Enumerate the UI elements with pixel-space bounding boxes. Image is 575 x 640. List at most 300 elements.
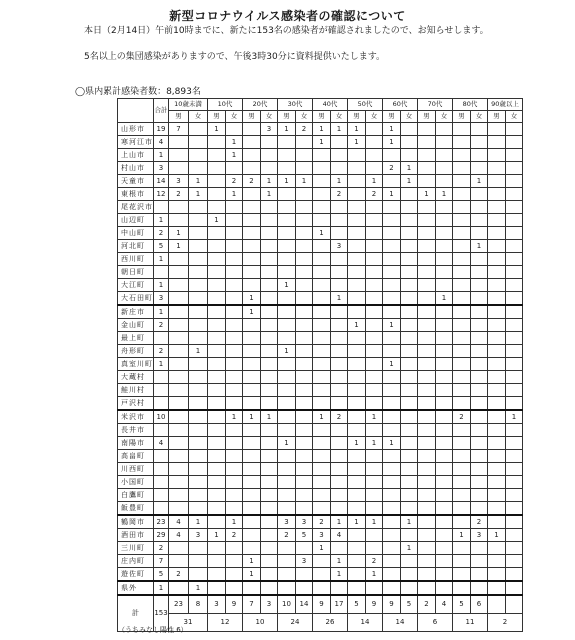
case-count-cell: 1: [348, 136, 366, 149]
case-count-cell: [348, 266, 366, 279]
case-count-cell: [348, 345, 366, 358]
case-count-cell: [471, 463, 488, 476]
case-count-cell: [169, 581, 189, 595]
case-count-cell: [506, 515, 523, 529]
case-count-cell: [506, 358, 523, 371]
case-count-cell: [453, 136, 471, 149]
case-count-cell: 4: [331, 529, 348, 542]
case-count-cell: 1: [366, 437, 383, 450]
case-count-cell: [313, 214, 331, 227]
case-count-cell: [488, 515, 506, 529]
case-count-cell: [401, 214, 418, 227]
case-count-cell: [436, 123, 453, 136]
table-row: [118, 515, 523, 529]
case-count-cell: [401, 149, 418, 162]
case-count-cell: [331, 424, 348, 437]
case-count-cell: [243, 188, 261, 201]
case-count-cell: [348, 529, 366, 542]
case-count-cell: [453, 266, 471, 279]
case-count-cell: [418, 240, 436, 253]
case-count-cell: [453, 424, 471, 437]
case-count-cell: [401, 332, 418, 345]
case-count-cell: [471, 424, 488, 437]
case-count-cell: 2: [366, 555, 383, 568]
case-count-cell: [296, 332, 313, 345]
case-count-cell: [243, 279, 261, 292]
case-count-cell: [366, 136, 383, 149]
case-count-cell: [418, 214, 436, 227]
case-count-cell: 4: [169, 515, 189, 529]
sex-total-cell: 2: [418, 595, 436, 614]
row-total: 1: [154, 305, 169, 319]
case-count-cell: 2: [278, 529, 296, 542]
case-count-cell: 1: [189, 175, 208, 188]
case-count-cell: [436, 345, 453, 358]
municipality-name: 山形市: [118, 123, 154, 136]
case-count-cell: [226, 201, 243, 214]
age-total-cell: 14: [348, 614, 383, 632]
case-count-cell: [506, 568, 523, 582]
row-total: [154, 201, 169, 214]
case-count-cell: [471, 253, 488, 266]
age-total-cell: 11: [453, 614, 488, 632]
case-count-cell: [261, 149, 278, 162]
case-count-cell: [453, 175, 471, 188]
case-count-cell: [383, 201, 401, 214]
case-count-cell: [453, 319, 471, 332]
case-count-cell: 1: [208, 529, 226, 542]
case-count-cell: [488, 397, 506, 411]
case-count-cell: [366, 450, 383, 463]
case-count-cell: [261, 305, 278, 319]
case-count-cell: [401, 371, 418, 384]
case-count-cell: [418, 437, 436, 450]
municipality-name: 山辺町: [118, 214, 154, 227]
case-count-cell: 1: [401, 162, 418, 175]
municipality-name: 遊佐町: [118, 568, 154, 582]
case-count-cell: [226, 162, 243, 175]
case-count-cell: [261, 332, 278, 345]
case-count-cell: [436, 214, 453, 227]
case-count-cell: [278, 502, 296, 516]
case-count-cell: [453, 463, 471, 476]
case-count-cell: [296, 410, 313, 424]
age-total-cell: 24: [278, 614, 313, 632]
row-total: [154, 450, 169, 463]
case-count-cell: 1: [226, 410, 243, 424]
case-count-cell: [453, 253, 471, 266]
case-count-cell: [471, 214, 488, 227]
case-count-cell: 1: [169, 227, 189, 240]
case-count-cell: [296, 476, 313, 489]
table-row: [118, 581, 523, 595]
case-count-cell: [471, 542, 488, 555]
case-count-cell: [348, 201, 366, 214]
case-count-cell: [453, 568, 471, 582]
case-count-cell: [366, 424, 383, 437]
case-count-cell: [348, 450, 366, 463]
case-count-cell: [418, 292, 436, 306]
case-count-cell: [243, 123, 261, 136]
table-row: [118, 227, 523, 240]
municipality-name: 寒河江市: [118, 136, 154, 149]
case-count-cell: [169, 384, 189, 397]
case-count-cell: [471, 437, 488, 450]
case-count-cell: [436, 542, 453, 555]
case-count-cell: 2: [331, 188, 348, 201]
case-count-cell: [331, 214, 348, 227]
case-count-cell: [243, 384, 261, 397]
case-count-cell: [208, 502, 226, 516]
sex-total-cell: 23: [169, 595, 189, 614]
municipality-name: 天童市: [118, 175, 154, 188]
case-count-cell: [169, 305, 189, 319]
table-row: [118, 384, 523, 397]
case-count-cell: [169, 450, 189, 463]
case-count-cell: [261, 292, 278, 306]
sex-female-header: 女: [471, 111, 488, 123]
case-count-cell: [189, 136, 208, 149]
age-total-cell: 31: [169, 614, 208, 632]
case-count-cell: [331, 332, 348, 345]
age-total-cell: 14: [383, 614, 418, 632]
case-count-cell: [278, 253, 296, 266]
case-count-cell: [471, 384, 488, 397]
case-count-cell: [261, 162, 278, 175]
case-count-cell: [506, 581, 523, 595]
age-group-header: 40代: [313, 99, 348, 111]
age-total-cell: 12: [208, 614, 243, 632]
case-count-cell: [278, 384, 296, 397]
case-count-cell: 7: [169, 123, 189, 136]
case-count-cell: [261, 136, 278, 149]
case-count-cell: [348, 384, 366, 397]
case-count-cell: [383, 292, 401, 306]
case-count-cell: [506, 476, 523, 489]
case-count-cell: [169, 358, 189, 371]
case-count-cell: [418, 149, 436, 162]
case-count-cell: [471, 123, 488, 136]
case-count-cell: [366, 149, 383, 162]
case-count-cell: [436, 175, 453, 188]
case-count-cell: [243, 542, 261, 555]
case-count-cell: [418, 489, 436, 502]
municipality-name: 小国町: [118, 476, 154, 489]
case-count-cell: [471, 489, 488, 502]
case-count-cell: [383, 175, 401, 188]
case-count-cell: [278, 201, 296, 214]
case-count-cell: [261, 240, 278, 253]
case-count-cell: [243, 489, 261, 502]
case-count-cell: 1: [278, 279, 296, 292]
case-count-cell: [169, 502, 189, 516]
case-count-cell: [506, 201, 523, 214]
sex-male-header: 男: [243, 111, 261, 123]
case-count-cell: [313, 332, 331, 345]
case-count-cell: 2: [453, 410, 471, 424]
case-count-cell: [169, 463, 189, 476]
municipality-name: 中山町: [118, 227, 154, 240]
case-count-cell: [189, 227, 208, 240]
case-count-cell: 1: [189, 515, 208, 529]
case-count-cell: [436, 162, 453, 175]
case-count-cell: [401, 123, 418, 136]
case-count-cell: [418, 332, 436, 345]
case-count-cell: [418, 227, 436, 240]
case-count-cell: 1: [243, 568, 261, 582]
age-total-cell: 10: [243, 614, 278, 632]
case-count-cell: [401, 397, 418, 411]
case-count-cell: [436, 450, 453, 463]
case-count-cell: [331, 542, 348, 555]
case-count-cell: 1: [278, 123, 296, 136]
sex-male-header: 男: [169, 111, 189, 123]
case-count-cell: [189, 463, 208, 476]
case-count-cell: [169, 279, 189, 292]
case-count-cell: [169, 319, 189, 332]
case-count-cell: [261, 397, 278, 411]
case-count-cell: [208, 266, 226, 279]
row-total: 1: [154, 149, 169, 162]
case-count-cell: [296, 450, 313, 463]
table-row: [118, 279, 523, 292]
case-count-cell: 1: [313, 123, 331, 136]
table-row: [118, 149, 523, 162]
case-count-cell: [226, 581, 243, 595]
sex-male-header: 男: [313, 111, 331, 123]
case-count-cell: [366, 253, 383, 266]
case-count-cell: [401, 502, 418, 516]
case-count-cell: [366, 529, 383, 542]
case-count-cell: [313, 149, 331, 162]
sex-total-cell: 17: [331, 595, 348, 614]
case-count-cell: [471, 371, 488, 384]
case-count-cell: [366, 581, 383, 595]
case-count-cell: [453, 279, 471, 292]
case-count-cell: [366, 279, 383, 292]
table-row: [118, 489, 523, 502]
case-count-cell: [226, 319, 243, 332]
table-row: [118, 136, 523, 149]
case-count-cell: [453, 332, 471, 345]
case-count-cell: [471, 568, 488, 582]
sex-female-header: 女: [261, 111, 278, 123]
case-count-cell: [383, 371, 401, 384]
case-count-cell: [453, 555, 471, 568]
case-count-cell: [383, 529, 401, 542]
case-count-cell: [261, 437, 278, 450]
case-count-cell: [243, 515, 261, 529]
case-count-cell: [383, 266, 401, 279]
case-count-cell: 2: [243, 175, 261, 188]
case-count-cell: [296, 266, 313, 279]
case-count-cell: [383, 515, 401, 529]
case-count-cell: [296, 502, 313, 516]
case-count-cell: [169, 371, 189, 384]
case-count-cell: [401, 266, 418, 279]
row-total: [154, 463, 169, 476]
case-count-cell: 1: [383, 123, 401, 136]
case-count-cell: [383, 450, 401, 463]
cluster-notice-text: 5名以上の集団感染がありますので、午後3時30分に資料提供いたします。: [84, 52, 386, 62]
case-count-cell: [208, 201, 226, 214]
case-count-cell: 1: [189, 581, 208, 595]
case-count-cell: [401, 319, 418, 332]
case-count-cell: [226, 123, 243, 136]
case-count-cell: [169, 437, 189, 450]
case-count-cell: [278, 424, 296, 437]
case-count-cell: 1: [331, 555, 348, 568]
case-count-cell: [453, 214, 471, 227]
case-count-cell: 1: [243, 555, 261, 568]
case-count-cell: [243, 529, 261, 542]
case-count-cell: [418, 358, 436, 371]
case-count-cell: [488, 292, 506, 306]
case-count-cell: [208, 371, 226, 384]
case-count-cell: [331, 450, 348, 463]
grand-total: 153: [154, 595, 169, 632]
case-count-cell: [401, 384, 418, 397]
case-count-cell: [261, 581, 278, 595]
case-count-cell: [348, 253, 366, 266]
case-count-cell: [383, 227, 401, 240]
age-group-header: 70代: [418, 99, 453, 111]
case-count-cell: [278, 476, 296, 489]
cumulative-total: ◯県内累計感染者数：8,893名: [75, 87, 201, 97]
case-count-cell: [348, 463, 366, 476]
case-count-cell: [418, 319, 436, 332]
municipality-name: 三川町: [118, 542, 154, 555]
row-total: 4: [154, 136, 169, 149]
case-count-cell: [436, 266, 453, 279]
sex-total-cell: [488, 595, 506, 614]
case-count-cell: [261, 214, 278, 227]
case-count-cell: [506, 266, 523, 279]
case-count-cell: [418, 201, 436, 214]
case-count-cell: [226, 397, 243, 411]
case-count-cell: [471, 332, 488, 345]
case-count-cell: [208, 568, 226, 582]
case-count-cell: 1: [313, 227, 331, 240]
case-count-cell: 1: [401, 542, 418, 555]
table-row: [118, 397, 523, 411]
age-group-header: 80代: [453, 99, 488, 111]
table-row: [118, 214, 523, 227]
case-count-cell: 1: [278, 345, 296, 358]
age-group-header: 10代: [208, 99, 243, 111]
case-count-cell: [208, 175, 226, 188]
case-count-cell: [261, 542, 278, 555]
case-count-cell: [313, 450, 331, 463]
case-count-cell: 1: [401, 515, 418, 529]
case-count-cell: [313, 319, 331, 332]
case-count-cell: [296, 568, 313, 582]
case-count-cell: [436, 227, 453, 240]
case-count-cell: [313, 188, 331, 201]
case-count-cell: [331, 581, 348, 595]
case-count-cell: [471, 305, 488, 319]
case-count-cell: [436, 502, 453, 516]
case-count-cell: [471, 410, 488, 424]
case-count-cell: 2: [313, 515, 331, 529]
case-count-cell: [418, 515, 436, 529]
case-count-cell: [313, 266, 331, 279]
case-count-cell: [471, 358, 488, 371]
case-count-cell: [243, 424, 261, 437]
case-count-cell: [208, 542, 226, 555]
case-count-cell: 1: [189, 188, 208, 201]
case-count-cell: [296, 136, 313, 149]
case-count-cell: [189, 476, 208, 489]
case-count-cell: [189, 450, 208, 463]
case-count-cell: [189, 292, 208, 306]
case-count-cell: [436, 476, 453, 489]
case-count-cell: [488, 450, 506, 463]
case-count-cell: 1: [366, 515, 383, 529]
age-group-header: 90歳以上: [488, 99, 523, 111]
case-count-cell: [226, 542, 243, 555]
case-count-cell: [169, 424, 189, 437]
sex-total-cell: 4: [436, 595, 453, 614]
case-count-cell: [383, 463, 401, 476]
case-count-cell: [471, 581, 488, 595]
case-count-cell: [169, 253, 189, 266]
case-count-cell: [261, 502, 278, 516]
municipality-name: 最上町: [118, 332, 154, 345]
sex-total-cell: 9: [383, 595, 401, 614]
sex-male-header: 男: [453, 111, 471, 123]
case-count-cell: [189, 502, 208, 516]
case-count-cell: [506, 253, 523, 266]
case-count-cell: 2: [383, 162, 401, 175]
case-count-cell: [169, 149, 189, 162]
sex-male-header: 男: [418, 111, 436, 123]
sex-female-header: 女: [189, 111, 208, 123]
case-count-cell: 2: [331, 410, 348, 424]
table-row: [118, 463, 523, 476]
municipality-name: 県外: [118, 581, 154, 595]
case-count-cell: 3: [471, 529, 488, 542]
case-count-cell: [488, 175, 506, 188]
municipality-name: 南陽市: [118, 437, 154, 450]
age-group-header: 50代: [348, 99, 383, 111]
case-count-cell: [488, 266, 506, 279]
case-count-cell: [418, 345, 436, 358]
case-count-cell: [296, 149, 313, 162]
case-count-cell: [348, 555, 366, 568]
case-count-cell: 1: [348, 123, 366, 136]
case-count-cell: [436, 463, 453, 476]
case-count-cell: [261, 450, 278, 463]
case-count-cell: [471, 266, 488, 279]
case-count-cell: [506, 529, 523, 542]
case-count-cell: [189, 253, 208, 266]
case-count-cell: [169, 397, 189, 411]
case-count-cell: [169, 214, 189, 227]
case-count-cell: [169, 136, 189, 149]
totals-label: 計: [118, 595, 154, 632]
case-count-cell: [436, 240, 453, 253]
case-count-cell: [418, 568, 436, 582]
case-count-cell: [243, 149, 261, 162]
row-total: 29: [154, 529, 169, 542]
case-count-cell: [189, 149, 208, 162]
case-count-cell: [453, 515, 471, 529]
case-count-cell: [383, 410, 401, 424]
case-count-cell: [418, 542, 436, 555]
case-count-cell: [189, 358, 208, 371]
case-count-cell: [331, 358, 348, 371]
